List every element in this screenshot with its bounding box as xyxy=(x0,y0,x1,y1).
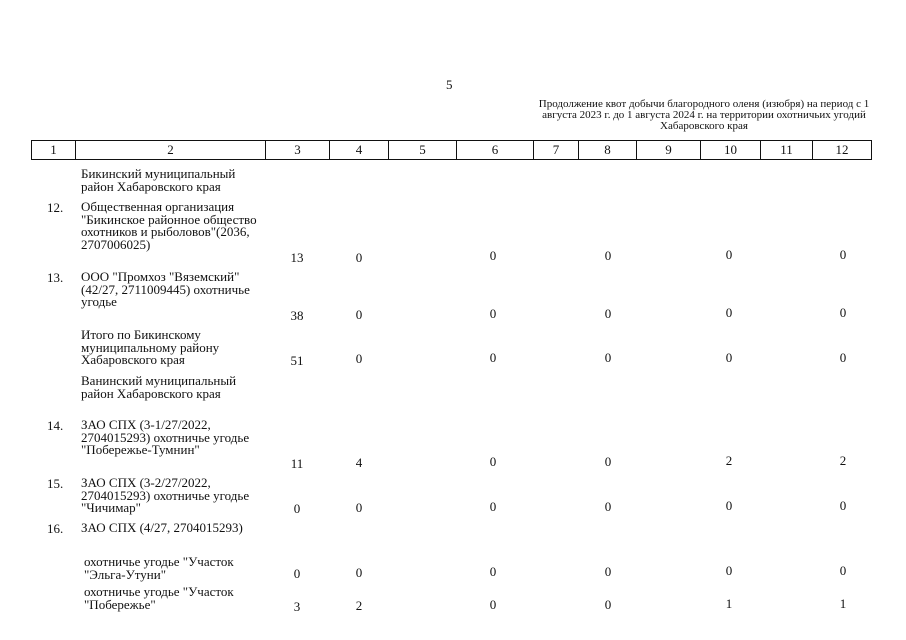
cell-col-3: 3 xyxy=(293,599,301,614)
row-number: 12. xyxy=(47,200,64,215)
header-col-2: 2 xyxy=(75,141,265,159)
cell-col-3: 11 xyxy=(290,456,304,471)
cell-col-4: 0 xyxy=(355,500,363,515)
cell-col-12: 0 xyxy=(839,498,847,513)
cell-col-3: 51 xyxy=(290,353,304,368)
cell-col-6: 0 xyxy=(489,306,497,321)
row-name: ЗАО СПХ (4/27, 2704015293) xyxy=(81,520,243,535)
cell-col-8: 0 xyxy=(604,306,612,321)
district-heading: Ванинский муниципальный район Хабаровского края xyxy=(81,373,237,401)
header-col-5: 5 xyxy=(388,141,456,159)
row-name: ЗАО СПХ (3-2/27/2022, 2704015293) охотничье угодье "Чичимар" xyxy=(81,475,250,515)
cell-col-6: 0 xyxy=(489,597,497,612)
cell-col-8: 0 xyxy=(604,499,612,514)
header-col-8: 8 xyxy=(578,141,636,159)
header-col-9: 9 xyxy=(636,141,700,159)
cell-col-4: 4 xyxy=(355,455,363,470)
cell-col-8: 0 xyxy=(604,597,612,612)
row-number: 14. xyxy=(47,418,64,433)
cell-col-12: 0 xyxy=(839,563,847,578)
cell-col-6: 0 xyxy=(489,248,497,263)
cell-col-10: 0 xyxy=(725,498,733,513)
cell-col-4: 0 xyxy=(355,351,363,366)
cell-col-10: 0 xyxy=(725,247,733,262)
cell-col-4: 0 xyxy=(355,250,363,265)
cell-col-12: 0 xyxy=(839,305,847,320)
cell-col-3: 38 xyxy=(290,308,304,323)
cell-col-8: 0 xyxy=(604,248,612,263)
header-col-4: 4 xyxy=(329,141,388,159)
continuation-title: Продолжение квот добычи благородного оленя (изюбря) на период с 1 августа 2023 г. до 1 августа 2024 г. на территории охотничьих угодий Хабаровского края xyxy=(538,98,870,132)
page-number: 5 xyxy=(446,77,453,92)
cell-col-3: 0 xyxy=(293,501,301,516)
cell-col-10: 2 xyxy=(725,453,733,468)
cell-col-10: 0 xyxy=(725,350,733,365)
cell-col-8: 0 xyxy=(604,564,612,579)
header-col-6: 6 xyxy=(456,141,533,159)
header-col-12: 12 xyxy=(812,141,871,159)
cell-col-10: 0 xyxy=(725,563,733,578)
header-col-7: 7 xyxy=(533,141,578,159)
row-name: ООО "Промхоз "Вяземский" (42/27, 2711009445) охотничье угодье xyxy=(81,269,250,309)
cell-col-12: 2 xyxy=(839,453,847,468)
cell-col-3: 13 xyxy=(290,250,304,265)
cell-col-4: 2 xyxy=(355,598,363,613)
header-col-3: 3 xyxy=(265,141,329,159)
cell-col-10: 0 xyxy=(725,305,733,320)
cell-col-8: 0 xyxy=(604,350,612,365)
header-col-1: 1 xyxy=(50,142,57,157)
district-heading: Бикинский муниципальный район Хабаровского края xyxy=(81,166,236,194)
row-number: 15. xyxy=(47,476,64,491)
cell-col-10: 1 xyxy=(725,596,733,611)
row-name: ЗАО СПХ (3-1/27/2022, 2704015293) охотничье угодье "Побережье-Тумнин" xyxy=(81,417,250,457)
cell-col-12: 0 xyxy=(839,350,847,365)
cell-col-4: 0 xyxy=(355,565,363,580)
cell-col-3: 0 xyxy=(293,566,301,581)
row-number: 16. xyxy=(47,521,64,536)
cell-col-12: 0 xyxy=(839,247,847,262)
sub-row-name: охотничье угодье "Участок "Побережье" xyxy=(84,584,234,612)
cell-col-6: 0 xyxy=(489,564,497,579)
cell-col-8: 0 xyxy=(604,454,612,469)
cell-col-12: 1 xyxy=(839,596,847,611)
row-number: 13. xyxy=(47,270,64,285)
header-col-10: 10 xyxy=(700,141,760,159)
header-col-11: 11 xyxy=(760,141,812,159)
row-name: Общественная организация "Бикинское районное общество охотников и рыболовов"(2036, 2707006025) xyxy=(81,199,257,252)
cell-col-6: 0 xyxy=(489,350,497,365)
district-total-label: Итого по Бикинскому муниципальному району Хабаровского края xyxy=(81,327,220,367)
cell-col-6: 0 xyxy=(489,454,497,469)
sub-row-name: охотничье угодье "Участок "Эльга-Утуни" xyxy=(84,554,234,582)
table-header-row xyxy=(31,140,872,160)
cell-col-4: 0 xyxy=(355,307,363,322)
cell-col-6: 0 xyxy=(489,499,497,514)
